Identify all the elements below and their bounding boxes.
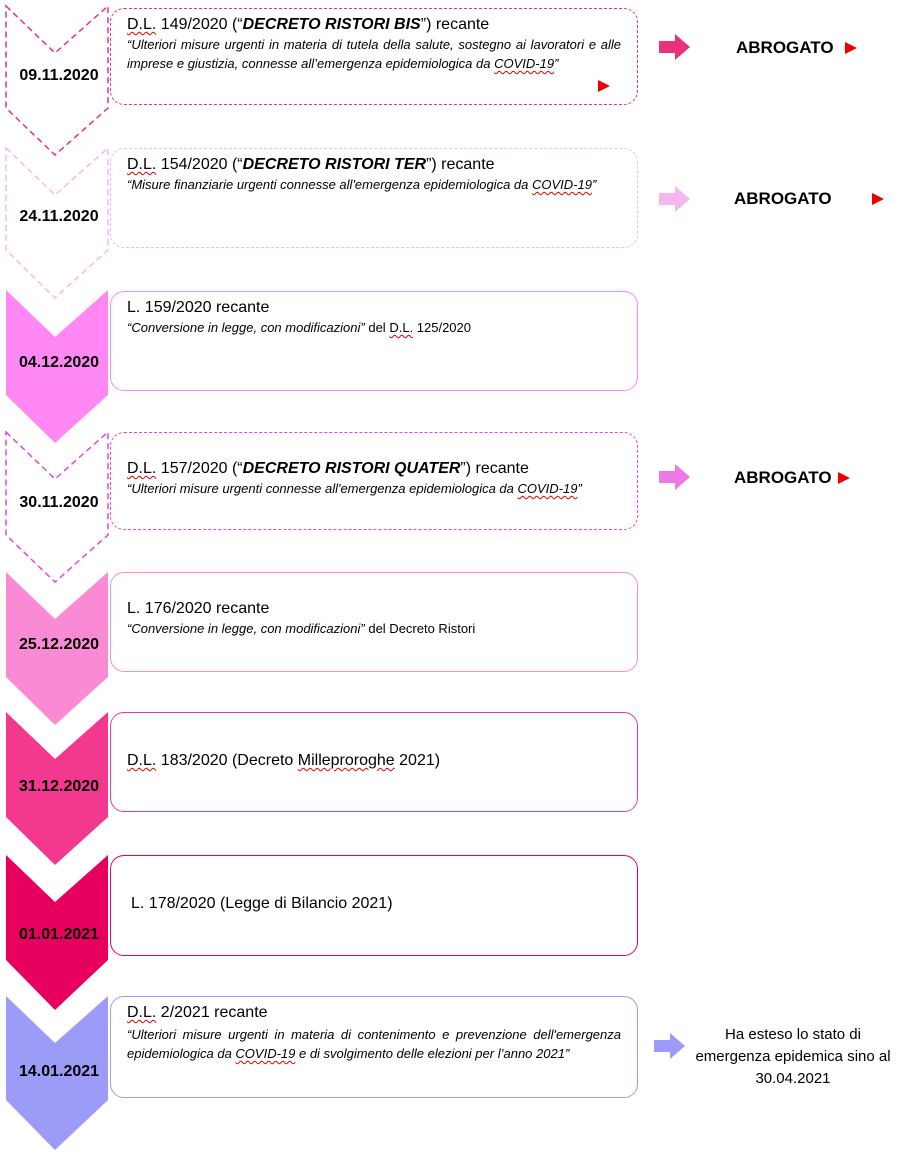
date-label: 25.12.2020	[18, 636, 100, 653]
decree-card	[110, 855, 638, 956]
decree-title: D.L. 2/2021 recante	[127, 1004, 268, 1021]
decree-card	[110, 432, 638, 530]
pointer-triangle	[845, 42, 857, 54]
emergency-note: Ha esteso lo stato di emergenza epidemica sino al 30.04.2021	[695, 1026, 891, 1087]
decree-card	[110, 148, 638, 248]
date-label: 31.12.2020	[18, 778, 100, 795]
date-label: 04.12.2020	[18, 354, 100, 371]
decree-title: L. 176/2020 recante	[127, 600, 270, 617]
date-label: 09.11.2020	[19, 67, 99, 84]
pointer-triangle	[838, 472, 850, 484]
decree-card	[110, 291, 638, 391]
decree-card	[110, 996, 638, 1098]
decree-title: L. 159/2020 recante	[127, 299, 270, 316]
decree-description: “Ulteriori misure urgenti connesse all'emergenza epidemiologica da COVID-19”	[127, 481, 582, 496]
decree-title: D.L. 157/2020 (“DECRETO RISTORI QUATER”) recante	[127, 460, 529, 477]
decree-description: “Conversione in legge, con modificazioni” del D.L. 125/2020	[127, 320, 471, 335]
decree-description: “Ulteriori misure urgenti in materia di tutela della salute, sostegno ai lavoratori e alle imprese e giustizia, connesse all’emergenza epidemiologica da COVID-19”	[127, 37, 621, 71]
right-arrow-icon	[657, 33, 691, 61]
decree-title: L. 178/2020 (Legge di Bilancio 2021)	[131, 895, 393, 912]
right-arrow-icon	[657, 463, 691, 491]
decree-description: “Misure finanziarie urgenti connesse all'emergenza epidemiologica da COVID-19”	[127, 177, 597, 192]
status-abrogato: ABROGATO	[734, 468, 832, 487]
date-label: 30.11.2020	[19, 494, 99, 511]
decree-description: “Conversione in legge, con modificazioni” del Decreto Ristori	[127, 621, 476, 636]
right-arrow-icon	[657, 185, 691, 213]
decree-title: D.L. 149/2020 (“DECRETO RISTORI BIS”) recante	[127, 16, 490, 33]
chevron-shape	[0, 0, 112, 1155]
right-arrow-icon	[652, 1032, 686, 1060]
date-label: 01.01.2021	[18, 926, 100, 943]
date-label: 24.11.2020	[19, 208, 99, 225]
pointer-triangle	[598, 80, 610, 92]
pointer-triangle	[872, 193, 884, 205]
status-abrogato: ABROGATO	[734, 189, 832, 208]
decree-title: D.L. 154/2020 (“DECRETO RISTORI TER”) recante	[127, 156, 495, 173]
decree-card	[110, 712, 638, 812]
decree-card	[110, 572, 638, 672]
decree-card	[110, 8, 638, 105]
status-abrogato: ABROGATO	[736, 38, 834, 57]
date-label: 14.01.2021	[18, 1063, 100, 1080]
decree-description: “Ulteriori misure urgenti in materia di contenimento e prevenzione dell'emergenza epidemiologica da COVID-19 e di svolgimento delle elezioni per l’anno 2021”	[127, 1027, 621, 1061]
decree-title: D.L. 183/2020 (Decreto Milleproroghe 2021)	[127, 752, 441, 769]
